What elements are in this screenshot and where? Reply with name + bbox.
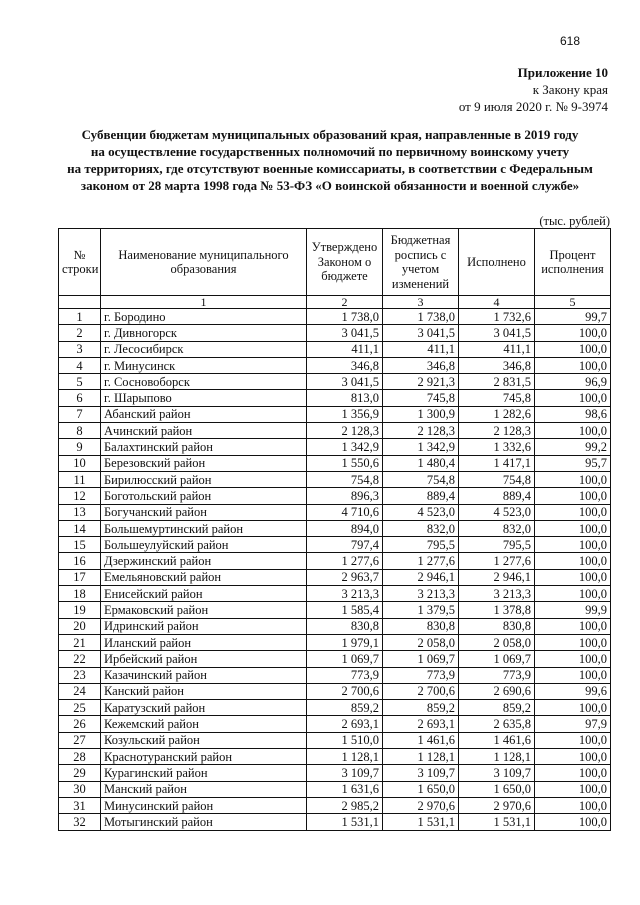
municipality-name: Боготольский район — [101, 488, 307, 504]
table-row — [59, 781, 611, 797]
approved-value: 813,0 — [307, 390, 383, 406]
table-row — [59, 700, 611, 716]
approved-value: 1 631,6 — [307, 781, 383, 797]
executed-value: 1 378,8 — [459, 602, 535, 618]
table-row — [59, 374, 611, 390]
row-number: 3 — [59, 341, 101, 357]
executed-value: 859,2 — [459, 700, 535, 716]
percent-value: 100,0 — [535, 488, 611, 504]
percent-value: 100,0 — [535, 390, 611, 406]
approved-value: 754,8 — [307, 471, 383, 487]
municipality-name: Бирилюсский район — [101, 471, 307, 487]
executed-value: 2 946,1 — [459, 569, 535, 585]
percent-value: 100,0 — [535, 537, 611, 553]
approved-value: 894,0 — [307, 520, 383, 536]
schedule-value: 3 041,5 — [383, 325, 459, 341]
appendix-title: Приложение 10 — [517, 65, 608, 80]
table-row — [59, 471, 611, 487]
title-line: законом от 28 марта 1998 года № 53-ФЗ «О воинской обязанности и военной службе» — [80, 178, 580, 193]
table-row — [59, 814, 611, 830]
table-row — [59, 797, 611, 813]
row-number: 5 — [59, 374, 101, 390]
percent-value: 100,0 — [535, 781, 611, 797]
percent-value: 100,0 — [535, 618, 611, 634]
percent-value: 95,7 — [535, 455, 611, 471]
municipality-name: Большеулуйский район — [101, 537, 307, 553]
municipality-name: Манский район — [101, 781, 307, 797]
municipality-name: г. Бородино — [101, 309, 307, 325]
percent-value: 100,0 — [535, 553, 611, 569]
row-number: 29 — [59, 765, 101, 781]
municipality-name: Абанский район — [101, 406, 307, 422]
municipality-name: Большемуртинский район — [101, 520, 307, 536]
approved-value: 2 985,2 — [307, 797, 383, 813]
approved-value: 1 550,6 — [307, 455, 383, 471]
table-row — [59, 667, 611, 683]
executed-value: 3 109,7 — [459, 765, 535, 781]
header-budget-schedule: Бюджетная роспись с учетом изменений — [383, 229, 459, 296]
percent-value: 100,0 — [535, 651, 611, 667]
row-number: 11 — [59, 471, 101, 487]
approved-value: 859,2 — [307, 700, 383, 716]
approved-value: 411,1 — [307, 341, 383, 357]
municipality-name: Балахтинский район — [101, 439, 307, 455]
percent-value: 100,0 — [535, 341, 611, 357]
column-number: 2 — [307, 296, 383, 309]
approved-value: 896,3 — [307, 488, 383, 504]
row-number: 4 — [59, 357, 101, 373]
table-row — [59, 439, 611, 455]
percent-value: 100,0 — [535, 797, 611, 813]
executed-value: 754,8 — [459, 471, 535, 487]
row-number: 21 — [59, 634, 101, 650]
row-number: 20 — [59, 618, 101, 634]
municipality-name: Каратузский район — [101, 700, 307, 716]
percent-value: 100,0 — [535, 357, 611, 373]
header-municipality: Наименование муниципального образования — [101, 229, 307, 296]
schedule-value: 1 069,7 — [383, 651, 459, 667]
row-number: 28 — [59, 749, 101, 765]
table-row — [59, 537, 611, 553]
column-number-row — [59, 296, 611, 309]
municipality-name: г. Дивногорск — [101, 325, 307, 341]
executed-value: 832,0 — [459, 520, 535, 536]
table-row — [59, 553, 611, 569]
table-row — [59, 586, 611, 602]
approved-value: 3 041,5 — [307, 325, 383, 341]
row-number: 8 — [59, 423, 101, 439]
header-percent: Процент исполнения — [535, 229, 611, 296]
executed-value: 773,9 — [459, 667, 535, 683]
row-number: 14 — [59, 520, 101, 536]
percent-value: 99,9 — [535, 602, 611, 618]
municipality-name: Канский район — [101, 683, 307, 699]
schedule-value: 1 531,1 — [383, 814, 459, 830]
table-row — [59, 488, 611, 504]
approved-value: 1 979,1 — [307, 634, 383, 650]
row-number: 32 — [59, 814, 101, 830]
schedule-value: 1 650,0 — [383, 781, 459, 797]
approved-value: 2 693,1 — [307, 716, 383, 732]
approved-value: 3 041,5 — [307, 374, 383, 390]
subventions-table — [58, 228, 611, 831]
executed-value: 346,8 — [459, 357, 535, 373]
percent-value: 99,7 — [535, 309, 611, 325]
table-row — [59, 357, 611, 373]
executed-value: 3 041,5 — [459, 325, 535, 341]
municipality-name: г. Минусинск — [101, 357, 307, 373]
appendix-law: к Закону края — [532, 82, 608, 97]
table-row — [59, 765, 611, 781]
schedule-value: 745,8 — [383, 390, 459, 406]
municipality-name: Богучанский район — [101, 504, 307, 520]
header-approved: Утверждено Законом о бюджете — [307, 229, 383, 296]
municipality-name: Енисейский район — [101, 586, 307, 602]
title-line: на территориях, где отсутствуют военные комиссариаты, в соответствии с Федеральным — [67, 161, 593, 176]
row-number: 30 — [59, 781, 101, 797]
executed-value: 1 277,6 — [459, 553, 535, 569]
row-number: 13 — [59, 504, 101, 520]
approved-value: 1 069,7 — [307, 651, 383, 667]
municipality-name: Ачинский район — [101, 423, 307, 439]
schedule-value: 411,1 — [383, 341, 459, 357]
approved-value: 1 738,0 — [307, 309, 383, 325]
percent-value: 100,0 — [535, 634, 611, 650]
schedule-value: 1 342,9 — [383, 439, 459, 455]
municipality-name: Козульский район — [101, 732, 307, 748]
municipality-name: г. Сосновоборск — [101, 374, 307, 390]
row-number: 31 — [59, 797, 101, 813]
row-number: 9 — [59, 439, 101, 455]
column-number: 3 — [383, 296, 459, 309]
approved-value: 830,8 — [307, 618, 383, 634]
percent-value: 99,2 — [535, 439, 611, 455]
schedule-value: 2 693,1 — [383, 716, 459, 732]
executed-value: 795,5 — [459, 537, 535, 553]
percent-value: 100,0 — [535, 471, 611, 487]
approved-value: 773,9 — [307, 667, 383, 683]
percent-value: 100,0 — [535, 749, 611, 765]
title-line: Субвенции бюджетам муниципальных образований края, направленные в 2019 году — [81, 127, 579, 142]
executed-value: 1 332,6 — [459, 439, 535, 455]
table-row — [59, 569, 611, 585]
row-number: 26 — [59, 716, 101, 732]
table-row — [59, 390, 611, 406]
column-number: 4 — [459, 296, 535, 309]
municipality-name: г. Шарыпово — [101, 390, 307, 406]
executed-value: 889,4 — [459, 488, 535, 504]
municipality-name: Дзержинский район — [101, 553, 307, 569]
row-number: 6 — [59, 390, 101, 406]
percent-value: 100,0 — [535, 586, 611, 602]
percent-value: 100,0 — [535, 504, 611, 520]
schedule-value: 3 213,3 — [383, 586, 459, 602]
approved-value: 2 700,6 — [307, 683, 383, 699]
approved-value: 1 585,4 — [307, 602, 383, 618]
schedule-value: 1 300,9 — [383, 406, 459, 422]
schedule-value: 4 523,0 — [383, 504, 459, 520]
row-number: 15 — [59, 537, 101, 553]
percent-value: 96,9 — [535, 374, 611, 390]
percent-value: 100,0 — [535, 667, 611, 683]
municipality-name: Минусинский район — [101, 797, 307, 813]
percent-value: 98,6 — [535, 406, 611, 422]
executed-value: 1 282,6 — [459, 406, 535, 422]
table-row — [59, 651, 611, 667]
percent-value: 100,0 — [535, 520, 611, 536]
executed-value: 1 128,1 — [459, 749, 535, 765]
executed-value: 4 523,0 — [459, 504, 535, 520]
table-row — [59, 683, 611, 699]
row-number: 19 — [59, 602, 101, 618]
approved-value: 1 356,9 — [307, 406, 383, 422]
municipality-name: Березовский район — [101, 455, 307, 471]
municipality-name: Идринский район — [101, 618, 307, 634]
executed-value: 1 732,6 — [459, 309, 535, 325]
approved-value: 1 510,0 — [307, 732, 383, 748]
executed-value: 2 635,8 — [459, 716, 535, 732]
approved-value: 3 213,3 — [307, 586, 383, 602]
municipality-name: Емельяновский район — [101, 569, 307, 585]
row-number: 16 — [59, 553, 101, 569]
executed-value: 2 058,0 — [459, 634, 535, 650]
executed-value: 745,8 — [459, 390, 535, 406]
percent-value: 97,9 — [535, 716, 611, 732]
approved-value: 1 128,1 — [307, 749, 383, 765]
approved-value: 2 128,3 — [307, 423, 383, 439]
schedule-value: 754,8 — [383, 471, 459, 487]
title-line: на осуществление государственных полномочий по первичному воинскому учету — [90, 144, 570, 159]
row-number: 12 — [59, 488, 101, 504]
executed-value: 2 831,5 — [459, 374, 535, 390]
schedule-value: 2 128,3 — [383, 423, 459, 439]
schedule-value: 1 461,6 — [383, 732, 459, 748]
table-row — [59, 602, 611, 618]
row-number: 18 — [59, 586, 101, 602]
table-row — [59, 325, 611, 341]
row-number: 25 — [59, 700, 101, 716]
schedule-value: 1 379,5 — [383, 602, 459, 618]
schedule-value: 889,4 — [383, 488, 459, 504]
approved-value: 1 277,6 — [307, 553, 383, 569]
document-title — [60, 126, 600, 194]
approved-value: 1 342,9 — [307, 439, 383, 455]
row-number: 7 — [59, 406, 101, 422]
table-row — [59, 749, 611, 765]
municipality-name: Краснотуранский район — [101, 749, 307, 765]
table-row — [59, 504, 611, 520]
schedule-value: 832,0 — [383, 520, 459, 536]
table-row — [59, 309, 611, 325]
executed-value: 2 128,3 — [459, 423, 535, 439]
schedule-value: 2 058,0 — [383, 634, 459, 650]
table-row — [59, 634, 611, 650]
header-row-number: № строки — [59, 229, 101, 296]
table-row — [59, 406, 611, 422]
executed-value: 1 069,7 — [459, 651, 535, 667]
percent-value: 100,0 — [535, 325, 611, 341]
column-number — [59, 296, 101, 309]
percent-value: 100,0 — [535, 732, 611, 748]
appendix-block — [459, 64, 608, 115]
units-label: (тыс. рублей) — [539, 214, 610, 228]
schedule-value: 1 128,1 — [383, 749, 459, 765]
schedule-value: 3 109,7 — [383, 765, 459, 781]
table-header-row — [59, 229, 611, 296]
appendix-date: от 9 июля 2020 г. № 9-3974 — [458, 99, 608, 114]
municipality-name: Мотыгинский район — [101, 814, 307, 830]
municipality-name: Кежемский район — [101, 716, 307, 732]
executed-value: 1 461,6 — [459, 732, 535, 748]
row-number: 2 — [59, 325, 101, 341]
executed-value: 3 213,3 — [459, 586, 535, 602]
municipality-name: Казачинский район — [101, 667, 307, 683]
municipality-name: Ермаковский район — [101, 602, 307, 618]
schedule-value: 2 946,1 — [383, 569, 459, 585]
approved-value: 797,4 — [307, 537, 383, 553]
approved-value: 2 963,7 — [307, 569, 383, 585]
municipality-name: Ирбейский район — [101, 651, 307, 667]
municipality-name: г. Лесосибирск — [101, 341, 307, 357]
approved-value: 4 710,6 — [307, 504, 383, 520]
row-number: 17 — [59, 569, 101, 585]
schedule-value: 2 970,6 — [383, 797, 459, 813]
column-number: 1 — [101, 296, 307, 309]
schedule-value: 795,5 — [383, 537, 459, 553]
schedule-value: 346,8 — [383, 357, 459, 373]
percent-value: 99,6 — [535, 683, 611, 699]
executed-value: 1 531,1 — [459, 814, 535, 830]
schedule-value: 773,9 — [383, 667, 459, 683]
table-row — [59, 732, 611, 748]
executed-value: 411,1 — [459, 341, 535, 357]
table-row — [59, 423, 611, 439]
schedule-value: 2 700,6 — [383, 683, 459, 699]
page-number: 618 — [560, 34, 581, 48]
schedule-value: 830,8 — [383, 618, 459, 634]
percent-value: 100,0 — [535, 423, 611, 439]
municipality-name: Курагинский район — [101, 765, 307, 781]
percent-value: 100,0 — [535, 569, 611, 585]
table-row — [59, 455, 611, 471]
table-row — [59, 716, 611, 732]
percent-value: 100,0 — [535, 700, 611, 716]
row-number: 1 — [59, 309, 101, 325]
schedule-value: 2 921,3 — [383, 374, 459, 390]
percent-value: 100,0 — [535, 814, 611, 830]
executed-value: 1 417,1 — [459, 455, 535, 471]
schedule-value: 1 277,6 — [383, 553, 459, 569]
approved-value: 346,8 — [307, 357, 383, 373]
executed-value: 830,8 — [459, 618, 535, 634]
table-row — [59, 520, 611, 536]
percent-value: 100,0 — [535, 765, 611, 781]
schedule-value: 1 738,0 — [383, 309, 459, 325]
row-number: 10 — [59, 455, 101, 471]
approved-value: 3 109,7 — [307, 765, 383, 781]
table-row — [59, 341, 611, 357]
executed-value: 1 650,0 — [459, 781, 535, 797]
row-number: 22 — [59, 651, 101, 667]
table-row — [59, 618, 611, 634]
row-number: 24 — [59, 683, 101, 699]
approved-value: 1 531,1 — [307, 814, 383, 830]
municipality-name: Иланский район — [101, 634, 307, 650]
schedule-value: 859,2 — [383, 700, 459, 716]
executed-value: 2 970,6 — [459, 797, 535, 813]
schedule-value: 1 480,4 — [383, 455, 459, 471]
executed-value: 2 690,6 — [459, 683, 535, 699]
header-executed: Исполнено — [459, 229, 535, 296]
column-number: 5 — [535, 296, 611, 309]
row-number: 23 — [59, 667, 101, 683]
row-number: 27 — [59, 732, 101, 748]
